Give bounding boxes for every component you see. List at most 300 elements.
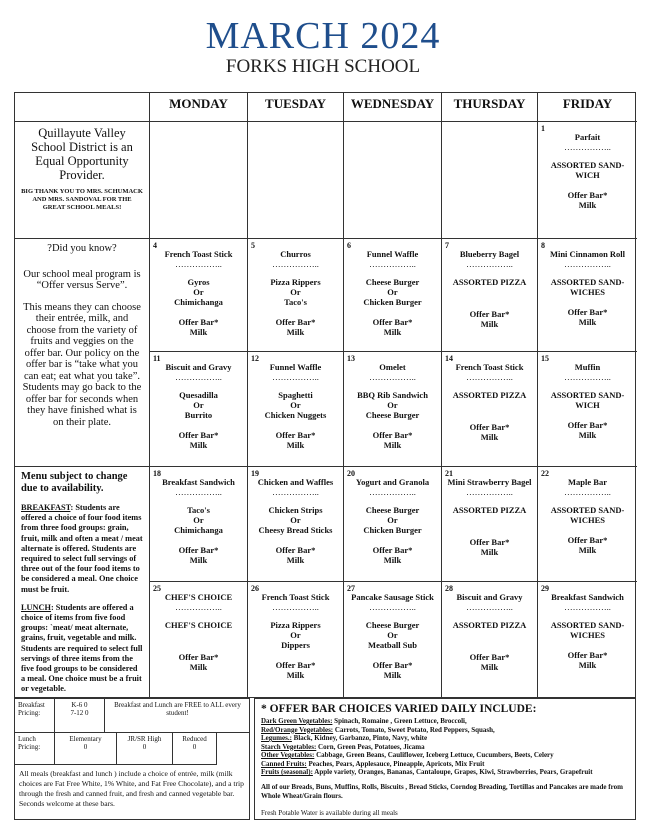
day-number: 11 <box>153 354 161 363</box>
offer-category-items: Carrots, Tomato, Sweet Potato, Red Peppers, Squash, <box>333 725 495 734</box>
offer-bar-milk: Milk <box>383 555 402 565</box>
lunch-item: Or <box>387 400 398 410</box>
day-header-friday: FRIDAY <box>537 93 637 121</box>
spacer <box>442 241 537 249</box>
divider-dots: …………….. <box>175 372 222 382</box>
breakfast-item: Chicken and Waffles <box>257 477 334 487</box>
day-cell <box>247 121 343 238</box>
spacer <box>442 287 537 309</box>
lunch-item: Or <box>193 287 204 297</box>
breakfast-item: Omelet <box>379 362 406 372</box>
divider-dots: …………….. <box>369 602 416 612</box>
lunch-item: Chimichanga <box>174 525 223 535</box>
spacer <box>442 584 537 592</box>
divider-dots: …………….. <box>466 259 513 269</box>
lunch-item: Or <box>193 515 204 525</box>
thanks-note: BIG THANK YOU TO MRS. SCHUMACK AND MRS. SANDOVAL FOR THE GREAT SCHOOL MEALS! <box>21 188 143 211</box>
breakfast-item: Mini Strawberry Bagel <box>447 477 532 487</box>
spacer <box>150 382 247 390</box>
day-header-tuesday: TUESDAY <box>247 93 343 121</box>
lunch-item: Or <box>387 630 398 640</box>
did-you-know-cell <box>15 238 149 466</box>
day-number: 22 <box>541 469 549 478</box>
breakfast-item: Churros <box>280 249 311 259</box>
day-number: 29 <box>541 584 549 593</box>
offer-category <box>261 743 629 752</box>
spacer <box>538 180 637 190</box>
spacer <box>248 535 343 545</box>
policy-cell <box>15 466 149 699</box>
lunch-item: Taco's <box>284 297 307 307</box>
spacer <box>344 269 441 277</box>
spacer <box>442 382 537 390</box>
divider-dots: …………….. <box>564 602 611 612</box>
day-number: 1 <box>541 124 545 133</box>
day-number: 5 <box>251 241 255 250</box>
divider-dots: …………….. <box>564 259 611 269</box>
breakfast-label: BREAKFAST <box>21 503 71 512</box>
lunch-item: Dippers <box>281 640 310 650</box>
day-number: 7 <box>445 241 449 250</box>
divider-dots: …………….. <box>175 487 222 497</box>
spacer <box>538 612 637 620</box>
spacer <box>248 420 343 430</box>
offer-category-items: Cabbage, Green Beans, Cauliflower, Iceberg Lettuce, Cucumbers, Beets, Celery <box>314 751 554 759</box>
breakfast-item: French Toast Stick <box>261 592 330 602</box>
spacer <box>538 410 637 420</box>
breakfast-policy: : Students are offered a choice of four food items from three food groups: grain, fruit, milk and often a meat / meat alternate is offered. Students are required to select full servings of three out of the four food items to be considered a meal. One choice must be fruit. <box>21 503 143 594</box>
lunch-item: Chicken Burger <box>363 525 422 535</box>
day-header-thursday: THURSDAY <box>441 93 537 121</box>
lunch-item: Or <box>193 400 204 410</box>
lunch-item: Gyros <box>187 277 210 287</box>
day-cell <box>441 466 537 581</box>
offer-bar-milk: Milk <box>189 327 208 337</box>
spacer <box>442 497 537 505</box>
offer-bar-title: * OFFER BAR CHOICES VARIED DAILY INCLUDE: <box>261 703 537 715</box>
day-cell <box>441 581 537 699</box>
lunch-item: Burrito <box>184 410 213 420</box>
lunch-item: WICHES <box>570 515 605 525</box>
reduced-price <box>173 733 217 765</box>
spacer <box>150 535 247 545</box>
offer-bar-milk: Offer Bar* <box>178 430 219 440</box>
offer-bar-milk: Milk <box>189 662 208 672</box>
offer-bar-milk: Milk <box>578 317 597 327</box>
offer-category <box>261 768 629 777</box>
day-number: 18 <box>153 469 161 478</box>
breakfast-item: Breakfast Sandwich <box>162 477 235 487</box>
lunch-item: ASSORTED SAND- <box>550 160 625 170</box>
divider-dots: …………….. <box>369 259 416 269</box>
day-cell <box>149 238 247 351</box>
breakfast-item: Funnel Waffle <box>366 249 419 259</box>
lunch-item: Cheese Burger <box>365 410 420 420</box>
lunch-item: ASSORTED SAND- <box>550 277 625 287</box>
breakfast-item: Pancake Sausage Stick <box>351 592 434 602</box>
spacer <box>150 420 247 430</box>
offer-category-items: Spinach, Romaine , Green Lettuce, Broccoli, <box>332 717 467 725</box>
offer-bar-milk: Offer Bar* <box>275 430 316 440</box>
offer-bar-milk: Milk <box>480 662 499 672</box>
spacer <box>248 584 343 592</box>
offer-bar-milk: Milk <box>480 547 499 557</box>
lunch-item: Or <box>290 515 301 525</box>
offer-category-name: Legumes.: <box>261 734 292 742</box>
offer-category-items: Apple variety, Oranges, Bananas, Cantaloupe, Grapes, Kiwi, Strawberries, Pears, Grapefruit <box>312 768 593 776</box>
offer-bar-milk: Milk <box>480 432 499 442</box>
lunch-pricing-label: Lunch Pricing: <box>15 733 55 765</box>
offer-bar-milk: Offer Bar* <box>178 317 219 327</box>
spacer <box>344 497 441 505</box>
lunch-item: Chimichanga <box>174 297 223 307</box>
spacer <box>344 535 441 545</box>
lunch-item: Chicken Burger <box>363 297 422 307</box>
divider-dots: …………….. <box>564 487 611 497</box>
lunch-item: ASSORTED PIZZA <box>452 390 527 400</box>
day-number: 28 <box>445 584 453 593</box>
offer-category-items: Corn, Green Peas, Potatoes, Jicama <box>316 742 425 751</box>
day-cell <box>149 581 247 699</box>
offer-bar-milk: Offer Bar* <box>469 537 510 547</box>
spacer <box>248 354 343 362</box>
offer-bar-milk: Offer Bar* <box>178 545 219 555</box>
day-cell <box>149 351 247 466</box>
offer-category <box>261 760 629 769</box>
lunch-item: ASSORTED SAND- <box>550 390 625 400</box>
breakfast-item: Blueberry Bagel <box>459 249 520 259</box>
day-cell <box>149 121 247 238</box>
spacer <box>150 354 247 362</box>
lunch-item: Chicken Nuggets <box>264 410 327 420</box>
spacer <box>538 382 637 390</box>
spacer <box>248 382 343 390</box>
breakfast-item: Biscuit and Gravy <box>165 362 232 372</box>
day-cell <box>441 351 537 466</box>
offer-bar-milk: Offer Bar* <box>372 545 413 555</box>
offer-bar-milk: Offer Bar* <box>469 652 510 662</box>
day-number: 21 <box>445 469 453 478</box>
lunch-item: Meatball Sub <box>368 640 417 650</box>
day-cell <box>247 466 343 581</box>
offer-bar-milk: Milk <box>480 319 499 329</box>
day-cell <box>441 238 537 351</box>
day-cell <box>537 351 637 466</box>
divider-dots: …………….. <box>272 372 319 382</box>
day-cell <box>343 238 441 351</box>
reduced-label: Reduced <box>182 735 207 743</box>
spacer <box>442 400 537 422</box>
elementary-value: 0 <box>83 743 88 751</box>
offer-bar-milk: Milk <box>383 670 402 680</box>
free-meals-note: Breakfast and Lunch are FREE to ALL every student! <box>105 699 250 733</box>
breakfast-pricing-label: Breakfast Pricing: <box>15 699 55 733</box>
day-number: 12 <box>251 354 259 363</box>
spacer <box>150 630 247 652</box>
lunch-item: Or <box>290 630 301 640</box>
lunch-item: Or <box>387 287 398 297</box>
day-cell <box>537 466 637 581</box>
lunch-item: CHEF'S CHOICE <box>164 620 233 630</box>
spacer <box>248 469 343 477</box>
offer-bar-milk: Milk <box>578 545 597 555</box>
divider-dots: …………….. <box>369 372 416 382</box>
spacer <box>538 241 637 249</box>
offer-bar-milk: Offer Bar* <box>469 422 510 432</box>
breakfast-k6: K-6 0 <box>71 701 88 709</box>
offer-bar-milk: Offer Bar* <box>275 317 316 327</box>
breakfast-item: CHEF'S CHOICE <box>164 592 233 602</box>
breakfast-prices <box>55 699 105 733</box>
spacer <box>344 584 441 592</box>
day-cell <box>537 238 637 351</box>
spacer <box>248 269 343 277</box>
divider-dots: …………….. <box>175 259 222 269</box>
day-cell <box>343 581 441 699</box>
day-cell <box>537 581 637 699</box>
lunch-item: ASSORTED SAND- <box>550 505 625 515</box>
offer-category-items: Black, Kidney, Garbanzo, Pinto, Navy, white <box>291 734 428 742</box>
divider-dots: …………….. <box>564 142 611 152</box>
spacer <box>248 307 343 317</box>
lunch-item: Pizza Rippers <box>270 620 321 630</box>
breakfast-item: Mini Cinnamon Roll <box>549 249 626 259</box>
lunch-item: Taco's <box>187 505 210 515</box>
lunch-item: BBQ Rib Sandwich <box>357 390 428 400</box>
lunch-item: Cheese Burger <box>365 505 420 515</box>
offer-bar-milk: Offer Bar* <box>567 650 608 660</box>
day-header-wednesday: WEDNESDAY <box>343 93 441 121</box>
offer-bar-milk: Milk <box>286 440 305 450</box>
divider-dots: …………….. <box>272 487 319 497</box>
elementary-price <box>55 733 117 765</box>
lunch-item: Cheese Burger <box>365 277 420 287</box>
day-header-monday: MONDAY <box>149 93 247 121</box>
spacer <box>538 584 637 592</box>
lunch-item: WICH <box>575 170 600 180</box>
day-cell <box>343 121 441 238</box>
lunch-item: Cheese Burger <box>365 620 420 630</box>
lunch-item: ASSORTED PIZZA <box>452 620 527 630</box>
spacer <box>538 124 637 132</box>
offer-bar-milk: Offer Bar* <box>372 430 413 440</box>
offer-bar-milk: Offer Bar* <box>372 660 413 670</box>
jrsr-value: 0 <box>142 743 147 751</box>
day-cell <box>343 351 441 466</box>
provider-statement: Quillayute Valley School District is an Equal Opportunity Provider. <box>31 126 133 182</box>
did-you-know-p1: Our school meal program is “Offer versus Serve”. <box>23 268 141 291</box>
lunch-item: Or <box>387 515 398 525</box>
spacer <box>344 650 441 660</box>
spacer <box>248 650 343 660</box>
lunch-item: Quesadilla <box>179 390 218 400</box>
day-cell <box>247 581 343 699</box>
policy-title: Menu subject to change due to availability. <box>21 471 128 494</box>
offer-category <box>261 751 629 760</box>
did-you-know-title: ?Did you know? <box>47 243 117 254</box>
offer-bar-milk: Milk <box>383 327 402 337</box>
spacer <box>538 469 637 477</box>
spacer <box>442 469 537 477</box>
offer-category-name: Starch Vegetables: <box>261 742 317 751</box>
offer-category-items: Peaches, Pears, Applesauce, Pineapple, Apricots, Mix Fruit <box>306 759 485 768</box>
offer-bar-milk: Offer Bar* <box>567 420 608 430</box>
offer-bar-milk: Offer Bar* <box>178 652 219 662</box>
breakfast-item: French Toast Stick <box>455 362 524 372</box>
lunch-item: Or <box>290 287 301 297</box>
offer-bar-milk: Offer Bar* <box>275 660 316 670</box>
day-cell <box>441 121 537 238</box>
offer-bar-milk: Milk <box>286 555 305 565</box>
spacer <box>538 354 637 362</box>
lunch-item: WICH <box>575 400 600 410</box>
offer-bar-box <box>254 698 636 820</box>
spacer <box>442 630 537 652</box>
intro-cell <box>15 121 149 238</box>
breakfast-item: Breakfast Sandwich <box>551 592 624 602</box>
lunch-label: LUNCH <box>21 602 51 612</box>
lunch-item: Or <box>290 400 301 410</box>
jrsr-price <box>117 733 173 765</box>
spacer <box>248 241 343 249</box>
breakfast-item: Parfait <box>574 132 601 142</box>
day-number: 8 <box>541 241 545 250</box>
divider-dots: …………….. <box>369 487 416 497</box>
spacer <box>150 497 247 505</box>
spacer <box>150 307 247 317</box>
divider-dots: …………….. <box>564 372 611 382</box>
offer-category-name: Other Vegetables: <box>261 751 315 759</box>
day-cell <box>343 466 441 581</box>
offer-category-name: Canned Fruits: <box>261 759 307 768</box>
divider-dots: …………….. <box>272 259 319 269</box>
offer-bar-milk: Offer Bar* <box>469 309 510 319</box>
lunch-item: ASSORTED PIZZA <box>452 505 527 515</box>
spacer <box>538 269 637 277</box>
offer-bar-milk: Milk <box>383 440 402 450</box>
spacer <box>538 497 637 505</box>
page-title: MARCH 2024 <box>205 15 441 57</box>
lunch-item: Chicken Strips <box>268 505 323 515</box>
offer-bar-milk: Milk <box>578 660 597 670</box>
divider-dots: …………….. <box>272 602 319 612</box>
lunch-item: WICHES <box>570 287 605 297</box>
elementary-label: Elementary <box>69 735 102 743</box>
offer-bar-milk: Offer Bar* <box>567 535 608 545</box>
water-note: Fresh Potable Water is available during all meals <box>261 808 398 817</box>
spacer <box>538 640 637 650</box>
offer-bar-milk: Offer Bar* <box>567 190 608 200</box>
school-name: FORKS HIGH SCHOOL <box>225 56 421 77</box>
spacer <box>150 241 247 249</box>
day-number: 27 <box>347 584 355 593</box>
offer-bar-milk: Milk <box>578 430 597 440</box>
jrsr-label: JR/SR High <box>127 735 162 743</box>
lunch-item: Pizza Rippers <box>270 277 321 287</box>
divider-dots: …………….. <box>175 602 222 612</box>
offer-category-name: Red/Orange Vegetables: <box>261 725 334 734</box>
breakfast-item: Muffin <box>574 362 601 372</box>
spacer <box>150 612 247 620</box>
day-number: 13 <box>347 354 355 363</box>
day-cell <box>247 238 343 351</box>
spacer <box>344 420 441 430</box>
day-cell <box>247 351 343 466</box>
offer-bar-milk: Milk <box>286 670 305 680</box>
offer-bar-milk: Milk <box>189 555 208 565</box>
day-cell <box>537 121 637 238</box>
spacer <box>344 382 441 390</box>
offer-category-name: Dark Green Vegetables: <box>261 717 333 725</box>
spacer <box>538 297 637 307</box>
spacer <box>150 269 247 277</box>
day-cell <box>149 466 247 581</box>
day-number: 6 <box>347 241 351 250</box>
offer-bar-milk: Milk <box>578 200 597 210</box>
spacer <box>538 152 637 160</box>
offer-category <box>261 726 629 735</box>
offer-bar-milk: Offer Bar* <box>567 307 608 317</box>
day-number: 14 <box>445 354 453 363</box>
spacer <box>344 307 441 317</box>
offer-bar-milk: Milk <box>189 440 208 450</box>
lunch-policy: : Students are offered a choice of items from five food groups: `meat/ meat alternate, grains, fruit, vegetable and milk. Students are required to select full servings of three items from the five food groups to be considered a meal. One choice must be a fruit or vegetable. <box>21 602 143 694</box>
offer-category-name: Fruits (seasonal): <box>261 768 313 776</box>
day-number: 4 <box>153 241 157 250</box>
spacer <box>538 525 637 535</box>
day-number: 15 <box>541 354 549 363</box>
spacer <box>442 515 537 537</box>
offer-bar-milk: Offer Bar* <box>372 317 413 327</box>
spacer <box>442 612 537 620</box>
lunch-item: ASSORTED PIZZA <box>452 277 527 287</box>
divider-dots: …………….. <box>466 602 513 612</box>
breads-note: All of our Breads, Buns, Muffins, Rolls, Biscuits , Bread Sticks, Corndog Breading, Tortillas and Pancakes are made from Whole Wheat/Grain flours. <box>261 782 623 800</box>
lunch-item: Cheesy Bread Sticks <box>258 525 333 535</box>
spacer <box>442 269 537 277</box>
day-number: 26 <box>251 584 259 593</box>
spacer <box>150 584 247 592</box>
breakfast-item: French Toast Stick <box>164 249 233 259</box>
offer-bar-milk: Offer Bar* <box>275 545 316 555</box>
breakfast-712: 7-12 0 <box>70 709 89 717</box>
breakfast-item: Maple Bar <box>568 477 607 487</box>
divider-dots: …………….. <box>466 372 513 382</box>
breakfast-item: Funnel Waffle <box>269 362 322 372</box>
day-number: 20 <box>347 469 355 478</box>
reduced-value: 0 <box>192 743 197 751</box>
day-number: 19 <box>251 469 259 478</box>
spacer <box>344 241 441 249</box>
lunch-item: WICHES <box>570 630 605 640</box>
offer-category <box>261 717 629 726</box>
spacer <box>150 469 247 477</box>
spacer <box>442 354 537 362</box>
divider-dots: …………….. <box>466 487 513 497</box>
spacer <box>248 497 343 505</box>
offer-bar-milk: Milk <box>286 327 305 337</box>
menu-calendar <box>14 92 636 698</box>
spacer <box>344 612 441 620</box>
breakfast-item: Yogurt and Granola <box>355 477 430 487</box>
spacer <box>248 612 343 620</box>
offer-category <box>261 734 629 743</box>
spacer <box>344 354 441 362</box>
spacer <box>344 469 441 477</box>
day-number: 25 <box>153 584 161 593</box>
pricing-box <box>14 698 250 820</box>
lunch-item: ASSORTED SAND- <box>550 620 625 630</box>
